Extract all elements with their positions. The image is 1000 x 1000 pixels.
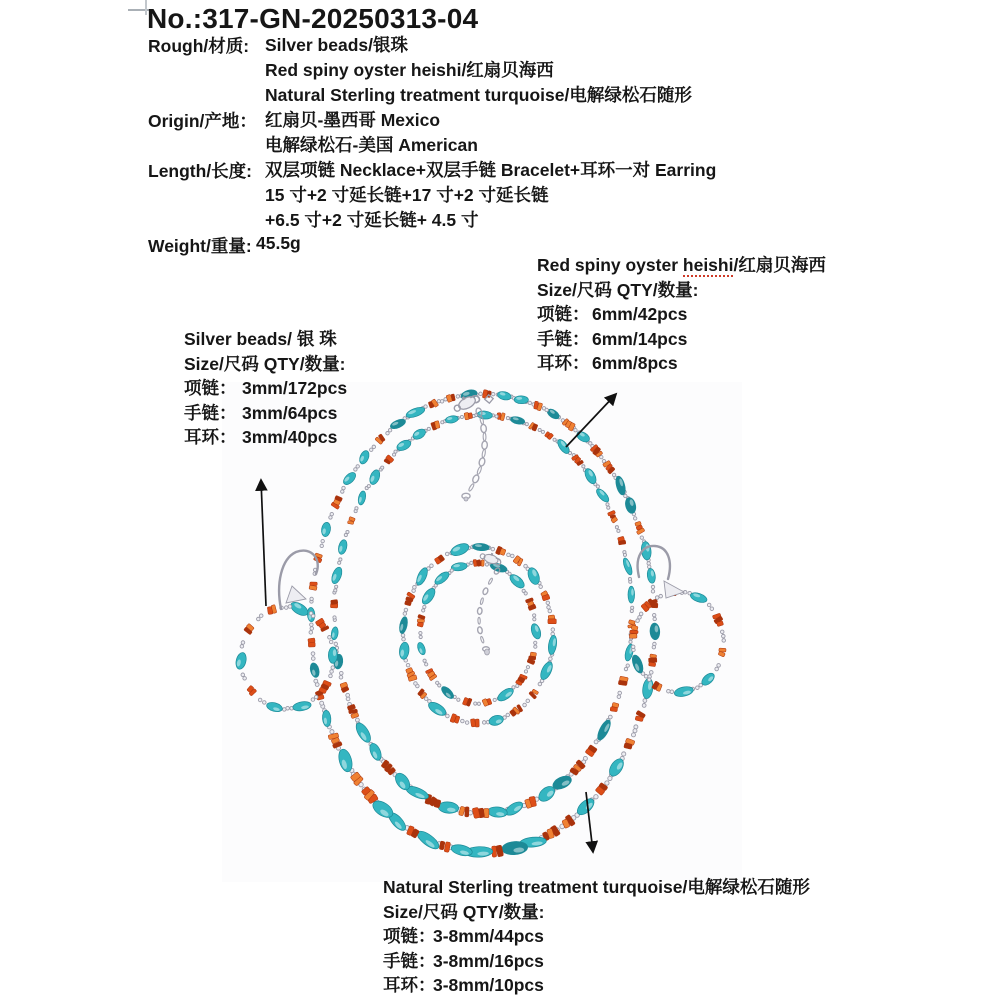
- necklace-label: 项链：: [184, 378, 237, 398]
- field-label-rough: Rough/材质:: [148, 36, 250, 56]
- callout-turquoise-title: Natural Sterling treatment turquoise/电解绿松石随形: [383, 877, 810, 897]
- red-title-pre: Red spiny oyster: [537, 255, 683, 275]
- necklace-label: 项链：: [537, 304, 590, 324]
- callout-red-bracelet-row: [537, 327, 826, 352]
- callout-silver-earring-row: [184, 425, 347, 450]
- callout-turquoise-earring-row: [383, 973, 810, 998]
- field-label-length: Length/长度:: [148, 161, 253, 181]
- bracelet-label: 手链：: [383, 950, 436, 971]
- callout-silver-necklace-row: [184, 376, 347, 401]
- bracelet-value: 6mm/14pcs: [592, 328, 688, 349]
- callout-turquoise-bracelet-row: [383, 949, 810, 974]
- necklace-value: 6mm/42pcs: [592, 304, 688, 324]
- callout-red-necklace-row: [537, 302, 826, 327]
- bracelet-value: 3-8mm/16pcs: [433, 950, 544, 971]
- bracelet-value: 3mm/64pcs: [242, 402, 338, 423]
- earring-label: 耳环：: [383, 975, 436, 995]
- length-line-2: 15 寸+2 寸延长链+17 寸+2 寸延长链: [265, 185, 549, 205]
- product-number: No.:317-GN-20250313-04: [147, 3, 479, 34]
- necklace-label: 项链：: [383, 926, 436, 946]
- callout-red-size-qty: Size/尺码 QTY/数量:: [537, 279, 699, 300]
- red-title-post: /红扇贝海西: [733, 255, 826, 275]
- rough-line-2: Red spiny oyster heishi/红扇贝海西: [265, 60, 554, 80]
- bracelet-label: 手链：: [184, 402, 237, 423]
- photo-background: [222, 382, 742, 882]
- callout-red-spiny-oyster: [537, 253, 826, 376]
- red-title-heishi: heishi: [682, 255, 734, 275]
- field-values: [265, 33, 716, 233]
- earring-value: 6mm/8pcs: [592, 353, 678, 373]
- field-label-origin: Origin/产地：: [148, 111, 257, 131]
- length-line-1: 双层项链 Necklace+双层手链 Bracelet+耳环一对 Earring: [265, 160, 717, 180]
- earring-label: 耳环：: [537, 353, 590, 373]
- rough-line-3: Natural Sterling treatment turquoise/电解绿松石随形: [265, 85, 692, 105]
- callout-turquoise-necklace-row: [383, 924, 810, 949]
- origin-line-2: 电解绿松石-美国 American: [265, 135, 478, 155]
- callout-silver-size-qty: Size/尺码 QTY/数量:: [184, 353, 346, 374]
- callout-turquoise: [383, 875, 810, 998]
- necklace-value: 3mm/172pcs: [242, 378, 348, 398]
- earring-value: 3-8mm/10pcs: [433, 975, 544, 995]
- length-line-3: +6.5 寸+2 寸延长链+ 4.5 寸: [265, 210, 479, 230]
- rough-line-1: Silver beads/银珠: [265, 35, 408, 55]
- origin-line-1: 红扇贝-墨西哥 Mexico: [265, 110, 441, 130]
- callout-red-earring-row: [537, 351, 826, 376]
- field-label-weight: Weight/重量:: [148, 236, 252, 256]
- earring-label: 耳环：: [184, 427, 237, 447]
- callout-silver-title: Silver beads/ 银 珠: [184, 329, 337, 349]
- weight-value: 45.5g: [256, 233, 301, 253]
- necklace-value: 3-8mm/44pcs: [433, 926, 544, 946]
- callout-red-title: [537, 253, 826, 278]
- callout-silver-beads: [184, 327, 347, 450]
- bracelet-label: 手链：: [537, 328, 590, 349]
- callout-turquoise-size-qty: Size/尺码 QTY/数量:: [383, 901, 545, 922]
- callout-silver-bracelet-row: [184, 401, 347, 426]
- earring-value: 3mm/40pcs: [242, 427, 338, 447]
